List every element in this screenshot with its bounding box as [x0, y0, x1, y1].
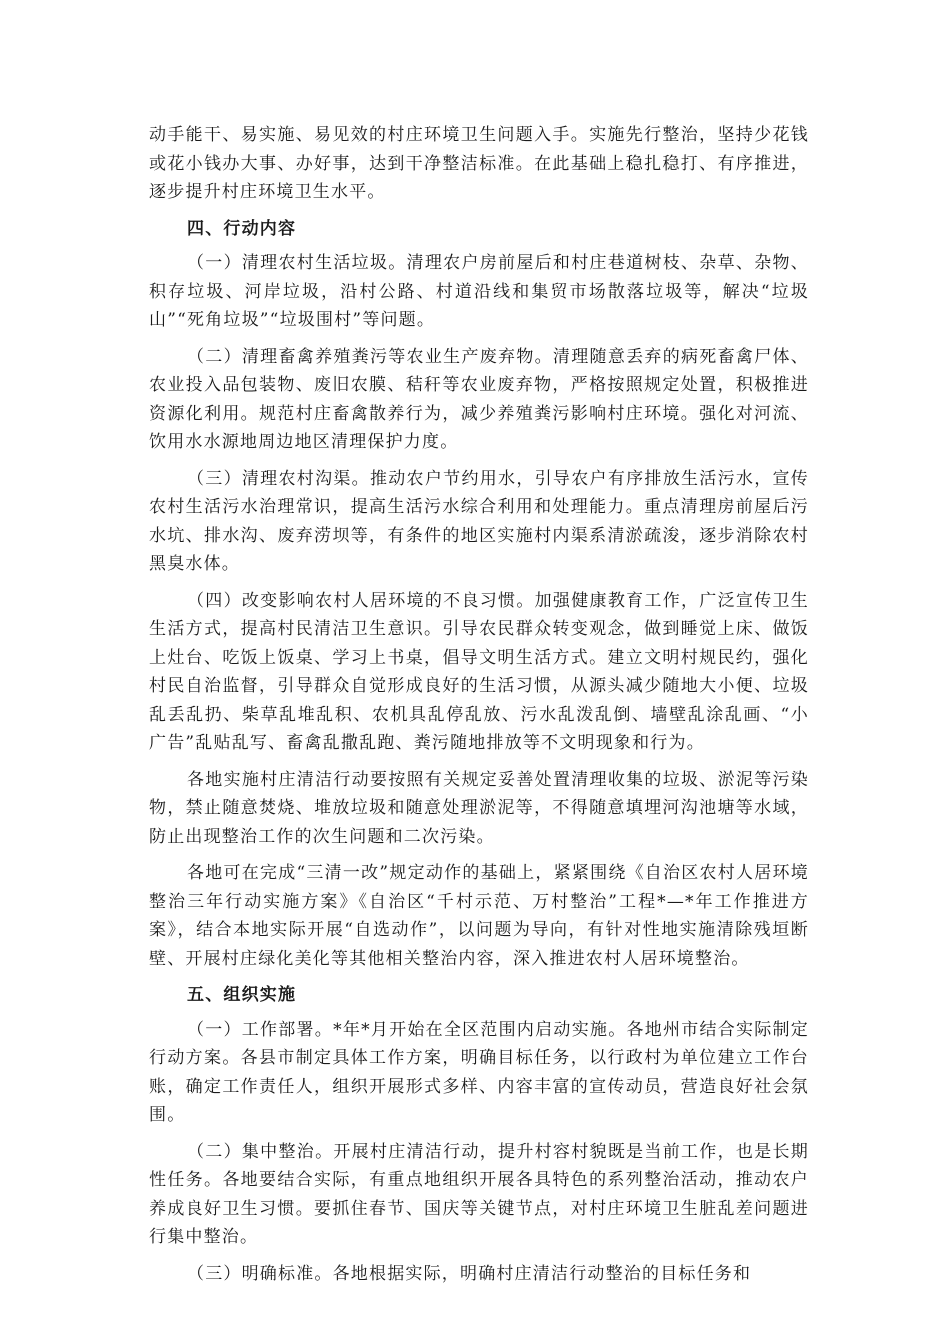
paragraph-disposal-rules: 各地实施村庄清洁行动要按照有关规定妥善处置清理收集的垃圾、淤泥等污染物，禁止随意焚烧、堆放垃圾和随意处理淤泥等，不得随意填埋河沟池塘等水域，防止出现整治工作的次生问题和二次污染。	[149, 769, 809, 847]
paragraph-change-habits: （四）改变影响农村人居环境的不良习惯。加强健康教育工作，广泛宣传卫生生活方式，提高村民清洁卫生意识。引导农民群众转变观念，做到睡觉上床、做饭上灶台、吃饭上饭桌、学习上书桌，倡导文明生活方式。建立文明村规民约，强化村民自治监督，引导群众自觉形成良好的生活习惯，从源头减少随地大小便、垃圾乱丢乱扔、柴草乱堆乱积、农机具乱停乱放、污水乱泼乱倒、墙壁乱涂乱画、“小广告”乱贴乱写、畜禽乱撒乱跑、粪污随地排放等不文明现象和行为。	[149, 590, 809, 753]
paragraph-optional-actions: 各地可在完成“三清一改”规定动作的基础上，紧紧围绕《自治区农村人居环境整治三年行动实施方案》《自治区“千村示范、万村整治”工程*—*年工作推进方案》，结合本地实际开展“自选动作”，以问题为导向，有针对性地实施清除残垣断壁、开展村庄绿化美化等其他相关整治内容，深入推进农村人居环境整治。	[149, 863, 809, 969]
section-heading-5: 五、组织实施	[187, 985, 297, 1005]
paragraph-clear-standards: （三）明确标准。各地根据实际，明确村庄清洁行动整治的目标任务和	[187, 1263, 752, 1284]
paragraph-clean-garbage: （一）清理农村生活垃圾。清理农户房前屋后和村庄巷道树枝、杂草、杂物、积存垃圾、河岸垃圾，沿村公路、村道沿线和集贸市场散落垃圾等，解决“垃圾山”“死角垃圾”“垃圾围村”等问题。	[149, 253, 809, 330]
paragraph-centralized-rectification: （二）集中整治。开展村庄清洁行动，提升村容村貌既是当前工作，也是长期性任务。各地要结合实际，有重点地组织开展各具特色的系列整治活动，推动农户养成良好卫生习惯。要抓住春节、国庆等关键节点，对村庄环境卫生脏乱差问题进行集中整治。	[149, 1141, 809, 1247]
document-page	[149, 121, 809, 1296]
paragraph-continuation: 动手能干、易实施、易见效的村庄环境卫生问题入手。实施先行整治，坚持少花钱或花小钱办大事、办好事，达到干净整洁标准。在此基础上稳扎稳打、有序推进，逐步提升村庄环境卫生水平。	[149, 125, 809, 202]
section-heading-4: 四、行动内容	[187, 218, 297, 239]
paragraph-clean-ditches: （三）清理农村沟渠。推动农户节约用水，引导农户有序排放生活污水，宣传农村生活污水治理常识，提高生活污水综合利用和处理能力。重点清理房前屋后污水坑、排水沟、废弃涝坝等，有条件的地区实施村内渠系清淤疏浚，逐步消除农村黑臭水体。	[149, 468, 809, 574]
paragraph-work-deployment: （一）工作部署。*年*月开始在全区范围内启动实施。各地州市结合实际制定行动方案。各县市制定具体工作方案，明确目标任务，以行政村为单位建立工作台账，确定工作责任人，组织开展形式多样、内容丰富的宣传动员，营造良好社会氛围。	[149, 1019, 809, 1125]
paragraph-clean-livestock-waste: （二）清理畜禽养殖粪污等农业生产废弃物。清理随意丢弃的病死畜禽尸体、农业投入品包装物、废旧农膜、秸秆等农业废弃物，严格按照规定处置，积极推进资源化利用。规范村庄畜禽散养行为，减少养殖粪污影响村庄环境。强化对河流、饮用水水源地周边地区清理保护力度。	[149, 346, 809, 452]
